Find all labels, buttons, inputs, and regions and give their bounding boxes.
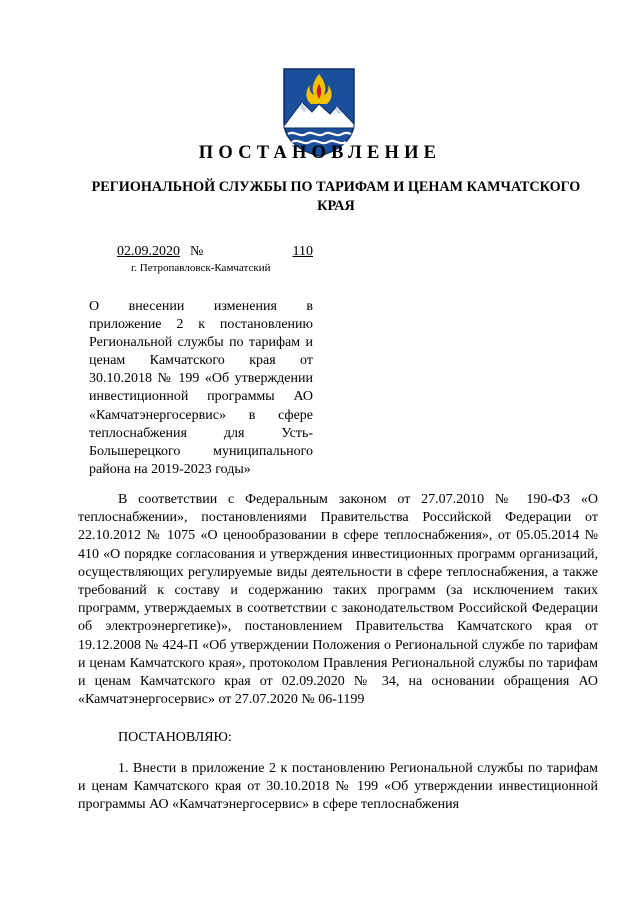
subject-line: Большерецкого муниципального xyxy=(89,443,313,459)
date-number-line xyxy=(117,244,317,262)
document-number: 110 xyxy=(292,244,313,259)
issuing-authority: РЕГИОНАЛЬНОЙ СЛУЖБЫ ПО ТАРИФАМ И ЦЕНАМ КАМЧАТСКОГО КРАЯ xyxy=(91,179,581,214)
subject-line: ценам Камчатского края от xyxy=(89,353,313,369)
item-1-paragraph xyxy=(78,760,598,815)
document-city: г. Петропавловск-Камчатский xyxy=(131,262,271,274)
subject-line: О внесении изменения в xyxy=(89,299,313,314)
subject-line: приложение 2 к постановлению xyxy=(89,317,313,333)
number-sign: № xyxy=(190,244,204,259)
resolution-paragraph xyxy=(78,729,598,747)
item-1-text: 1. Внести в приложение 2 к постановлению Региональной службы по тарифам и ценам Камчатского края от 30.10.2018 № 199 «Об утверждении инвестиционной программы АО «Камчатэнергосервис» в сфере теплоснабжения xyxy=(78,761,598,813)
document-date: 02.09.2020 xyxy=(117,244,180,259)
subject-line: теплоснабжения для Усть- xyxy=(89,425,313,441)
subject-line: Региональной службы по тарифам и xyxy=(89,335,313,351)
resolution-word: ПОСТАНОВЛЯЮ: xyxy=(118,730,232,745)
subject-line: 30.10.2018 № 199 «Об утверждении xyxy=(89,371,313,387)
preamble-paragraph xyxy=(78,491,598,709)
document-title: ПОСТАНОВЛЕНИЕ xyxy=(198,143,442,163)
subject-line: инвестиционной программы АО xyxy=(89,389,313,405)
subject-line: «Камчатэнергосервис» в сфере xyxy=(89,407,313,423)
preamble-text: В соответствии с Федеральным законом от 27.07.2010 № 190-ФЗ «О теплоснабжении», постановлениями Правительства Российской Федерации от 22.10.2012 № 1075 «О ценообразовании в сфере теплоснабжения», от 05.05.2014 № 410 «О порядке согласования и утверждения инвестиционных программ организаций, осуществляющих регулируемые виды деятельности в сфере теплоснабжения, а также требований к составу и содержанию таких программ (за исключением таких программ, утверждаемых в соответствии с законодательством Российской Федерации об электроэнергетике)», постановлением Правительства Камчатского края от 19.12.2008 № 424-П «Об утверждении Положения о Региональной службе по тарифам и ценам Камчатского края», протоколом Правления Региональной службы по тарифам и ценам Камчатского края от 02.09.2020 № 34, на основании обращения АО «Камчатэнергосервис» от 27.07.2020 № 06-1199 xyxy=(78,492,598,708)
document-subject xyxy=(89,298,313,479)
subject-line: района на 2019-2023 годы» xyxy=(89,461,251,477)
